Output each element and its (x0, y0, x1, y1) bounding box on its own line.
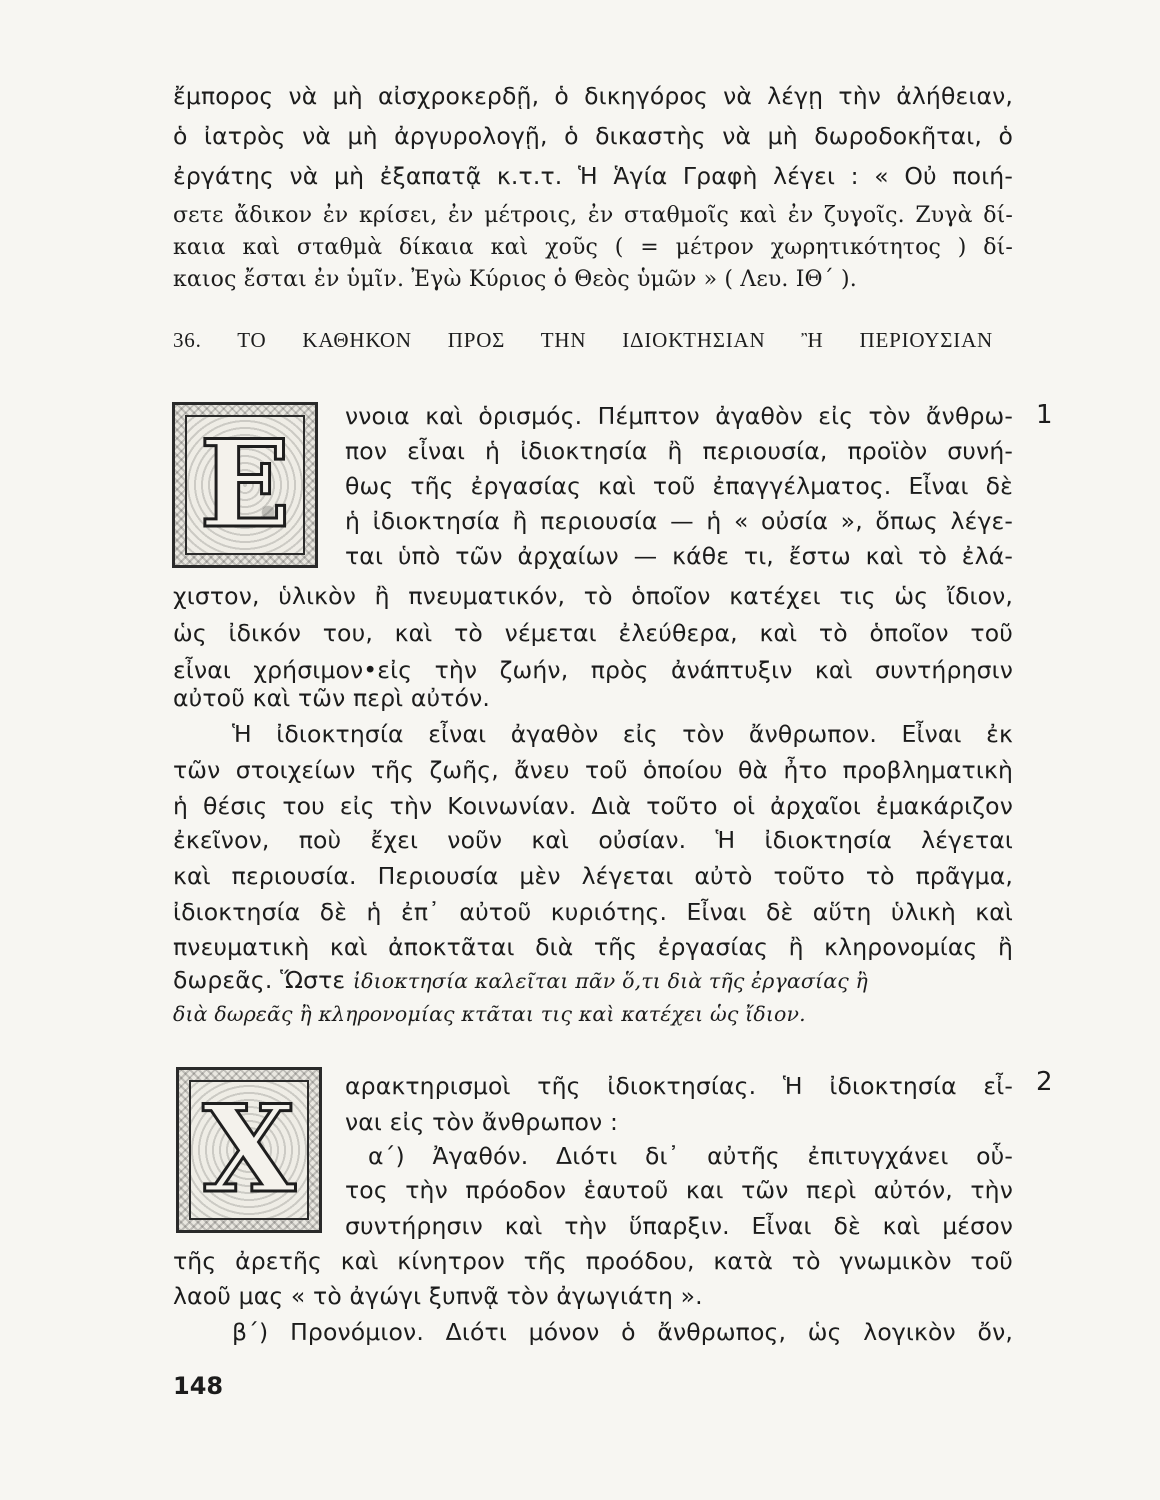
margin-number: 2 (1036, 1067, 1053, 1097)
text-line: ἡ θέσις του εἰς τὴν Κοινωνίαν. Διὰ τοῦτο οἱ ἀρχαῖοι ἐμακάριζον (173, 792, 1013, 820)
text-line: συντήρησιν καὶ τὴν ὕπαρξιν. Εἶναι δὲ καὶ μέσον (345, 1212, 1013, 1240)
drop-cap-ornament (172, 402, 318, 568)
definition-italic: ἰδιοκτησία καλεῖται πᾶν ὅ,τι διὰ τῆς ἐργασίας ἢ (352, 969, 868, 993)
text-line: λαοῦ μας « τὸ ἀγώγι ξυπνᾷ τὸν ἀγωγιάτη ». (173, 1282, 703, 1310)
text-line: σετε ἄδικον ἐν κρίσει, ἐν μέτροις, ἐν σταθμοῖς καὶ ἐν ζυγοῖς. Ζυγὰ δί- (173, 203, 1013, 228)
text-line: ὁ ἰατρὸς νὰ μὴ ἀργυρολογῇ, ὁ δικαστὴς νὰ μὴ δωροδοκῆται, ὁ (173, 122, 1013, 150)
section-heading: 36. ΤΟ ΚΑΘΗΚΟΝ ΠΡΟΣ ΤΗΝ ΙΔΙΟΚΤΗΣΙΑΝ Ἢ ΠΕΡΙΟΥΣΙΑΝ (173, 328, 993, 352)
text-line: θως τῆς ἐργασίας καὶ τοῦ ἐπαγγέλματος. Εἶναι δὲ (345, 472, 1013, 500)
text-line: ἐκεῖνον, ποὺ ἔχει νοῦν καὶ οὐσίαν. Ἡ ἰδιοκτησία λέγεται (173, 826, 1013, 854)
definition-line: διὰ δωρεᾶς ἢ κληρονομίας κτᾶται τις καὶ κατέχει ὡς ἴδιον. (173, 1002, 806, 1026)
text-line: καιος ἔσται ἐν ὑμῖν. Ἐγὼ Κύριος ὁ Θεὸς ὑμῶν » ( Λευ. ΙΘ΄ ). (173, 267, 857, 292)
text-line: Ἡ ἰδιοκτησία εἶναι ἀγαθὸν εἰς τὸν ἄνθρωπον. Εἶναι ἐκ (232, 720, 1013, 748)
text-line: αρακτηρισμοὶ τῆς ἰδιοκτησίας. Ἡ ἰδιοκτησία εἶ- (345, 1072, 1013, 1100)
text-line: εἶναι χρήσιμον•εἰς τὴν ζωήν, πρὸς ἀνάπτυξιν καὶ συντήρησιν (173, 656, 1013, 684)
drop-cap-letter: Χ (202, 1079, 296, 1220)
text-line: ὡς ἰδικόν του, καὶ τὸ νέμεται ἐλεύθερα, καὶ τὸ ὁποῖον τοῦ (173, 619, 1013, 647)
text-line: α΄) Ἀγαθόν. Διότι δι᾽ αὐτῆς ἐπιτυγχάνει οὗ- (368, 1142, 1013, 1170)
text-line: τῶν στοιχείων τῆς ζωῆς, ἄνευ τοῦ ὁποίου θὰ ἦτο προβληματικὴ (173, 756, 1013, 784)
text-line: ἰδιοκτησία δὲ ἡ ἐπ᾽ αὐτοῦ κυριότης. Εἶναι δὲ αὕτη ὑλικὴ καὶ (173, 898, 1013, 926)
text-line: ἡ ἰδιοκτησία ἢ περιουσία — ἡ « οὐσία », ὅπως λέγε- (345, 507, 1013, 535)
text-line: πνευματικὴ καὶ ἀποκτᾶται διὰ τῆς ἐργασίας ἢ κληρονομίας ἢ (173, 933, 1013, 961)
definition-lead: δωρεᾶς. Ὥστε (173, 966, 346, 994)
text-line: ναι εἰς τὸν ἄνθρωπον : (345, 1108, 619, 1136)
text-line: ἐργάτης νὰ μὴ ἐξαπατᾷ κ.τ.τ. Ἡ Ἁγία Γραφὴ λέγει : « Οὐ ποιή- (173, 162, 1013, 190)
text-line: καὶ περιουσία. Περιουσία μὲν λέγεται αὐτὸ τοῦτο τὸ πρᾶγμα, (173, 862, 1013, 890)
text-line: χιστον, ὑλικὸν ἢ πνευματικόν, τὸ ὁποῖον κατέχει τις ὡς ἴδιον, (173, 582, 1013, 610)
page-number: 148 (173, 1372, 224, 1400)
text-line: β΄) Προνόμιον. Διότι μόνον ὁ ἄνθρωπος, ὡς λογικὸν ὄν, (232, 1318, 1013, 1346)
margin-number: 1 (1036, 400, 1053, 430)
text-line: ται ὑπὸ τῶν ἀρχαίων — κάθε τι, ἔστω καὶ τὸ ἐλά- (345, 542, 1013, 570)
text-line: τῆς ἀρετῆς καὶ κίνητρον τῆς προόδου, κατὰ τὸ γνωμικὸν τοῦ (173, 1247, 1013, 1275)
text-line: ννοια καὶ ὁρισμός. Πέμπτον ἀγαθὸν εἰς τὸν ἄνθρω- (345, 402, 1013, 430)
definition-line (173, 962, 1013, 998)
text-line: αὐτοῦ καὶ τῶν περὶ αὐτόν. (173, 684, 491, 712)
drop-cap-ornament (176, 1067, 322, 1233)
text-line: καια καὶ σταθμὰ δίκαια καὶ χοῦς ( = μέτρον χωρητικότητος ) δί- (173, 235, 1013, 260)
drop-cap-letter: Ε (199, 414, 291, 555)
text-line: τος τὴν πρόοδον ἑαυτοῦ και τῶν περὶ αὐτόν, τὴν (345, 1176, 1013, 1204)
text-line: πον εἶναι ἡ ἰδιοκτησία ἢ περιουσία, προϊὸν συνή- (345, 437, 1013, 465)
text-line: ἔμπορος νὰ μὴ αἰσχροκερδῇ, ὁ δικηγόρος νὰ λέγῃ τὴν ἀλήθειαν, (173, 82, 1013, 110)
